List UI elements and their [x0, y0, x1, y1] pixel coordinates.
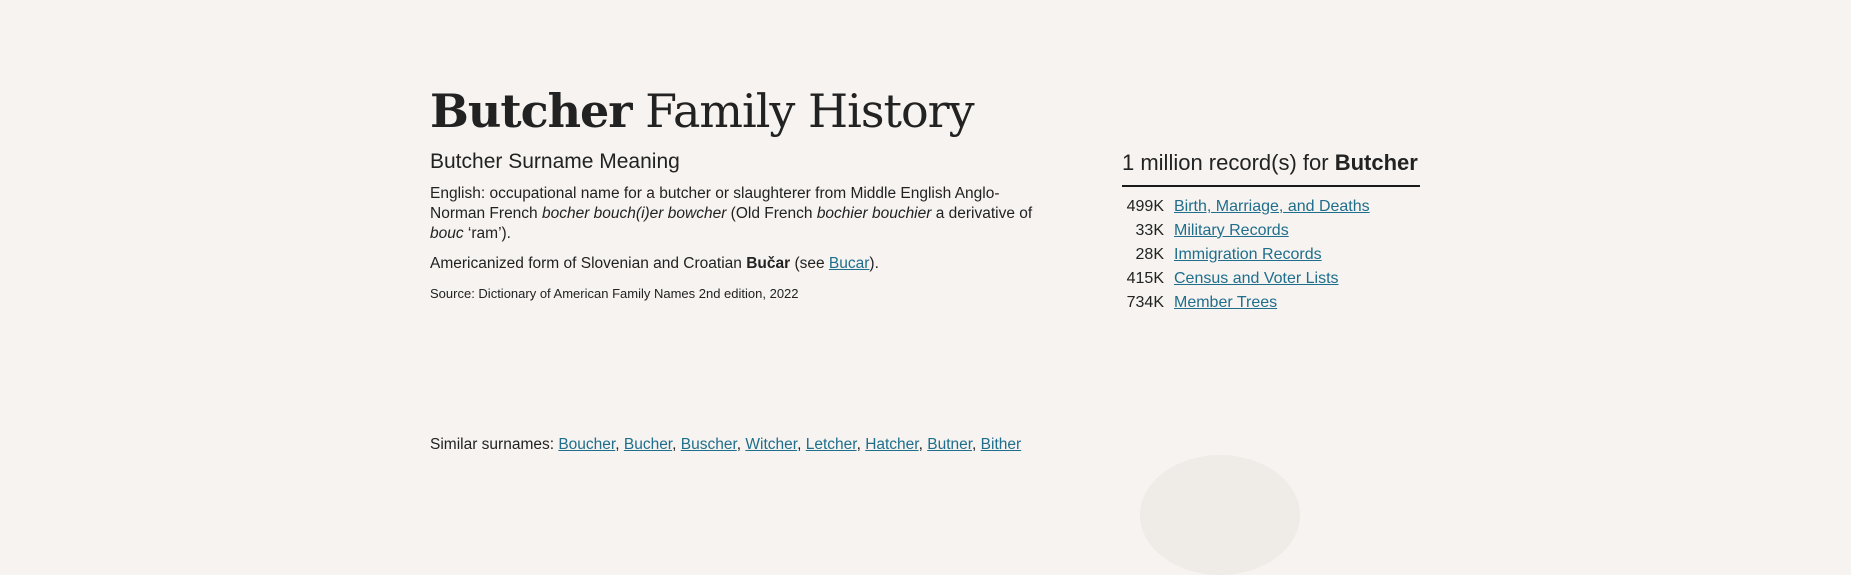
record-count: 33K	[1135, 222, 1164, 239]
title-surname: Butcher	[430, 84, 632, 138]
record-link[interactable]: Birth, Marriage, and Deaths	[1174, 198, 1370, 215]
americanized-paragraph	[430, 254, 1050, 274]
bucar-link[interactable]: Bucar	[828, 255, 870, 272]
text: Butcher	[1334, 150, 1418, 175]
record-link[interactable]: Military Records	[1174, 222, 1289, 239]
text: ‘ram’).	[463, 225, 511, 242]
text: bocher bouch(i)er bowcher	[541, 205, 727, 222]
record-item	[1122, 267, 1420, 291]
similar-label: Similar surnames:	[430, 436, 559, 453]
record-count: 499K	[1126, 198, 1164, 215]
record-link[interactable]: Census and Voter Lists	[1174, 270, 1339, 287]
text: Americanized form of Slovenian and Croatian	[430, 255, 747, 272]
record-count: 734K	[1126, 294, 1164, 311]
record-item	[1122, 291, 1420, 315]
decorative-shape	[1140, 455, 1300, 575]
meaning-heading: Butcher Surname Meaning	[430, 150, 680, 173]
text: (see	[790, 255, 829, 272]
text: a derivative of	[931, 205, 1033, 222]
records-panel	[1122, 150, 1420, 315]
text: Bučar	[746, 255, 791, 272]
text: ).	[869, 255, 879, 272]
similar-surnames: Similar surnames: Boucher, Bucher, Buscher, Witcher, Letcher, Hatcher, Butner, Bither	[430, 436, 1022, 453]
surname-meaning-section	[430, 150, 1050, 314]
text: bochier bouchier	[816, 205, 932, 222]
source-citation: Source: Dictionary of American Family Names 2nd edition, 2022	[430, 286, 799, 301]
text: English: occupational name for a butcher or slaughterer from Middle English Anglo-Norman French	[430, 185, 1000, 222]
record-item	[1122, 195, 1420, 219]
similar-surname-link[interactable]: Boucher	[558, 436, 616, 453]
title-rest: Family History	[631, 84, 974, 138]
record-item	[1122, 243, 1420, 267]
similar-surname-link[interactable]: Witcher	[745, 436, 798, 453]
page-title	[430, 84, 974, 138]
similar-surname-link[interactable]: Butner	[927, 436, 973, 453]
meaning-paragraph	[430, 184, 1050, 244]
record-item	[1122, 219, 1420, 243]
similar-surname-link[interactable]: Bucher	[623, 436, 673, 453]
similar-surname-link[interactable]: Buscher	[680, 436, 737, 453]
record-count: 28K	[1135, 246, 1164, 263]
record-link[interactable]: Immigration Records	[1174, 246, 1322, 263]
similar-surname-link[interactable]: Hatcher	[865, 436, 919, 453]
text: (Old French	[726, 205, 817, 222]
records-heading	[1122, 150, 1420, 187]
record-count: 415K	[1126, 270, 1164, 287]
records-list	[1122, 195, 1420, 315]
similar-surname-link[interactable]: Letcher	[805, 436, 857, 453]
record-link[interactable]: Member Trees	[1174, 294, 1278, 311]
text: bouc	[430, 225, 464, 242]
similar-surname-link[interactable]: Bither	[980, 436, 1022, 453]
text: 1 million record(s) for	[1122, 150, 1335, 175]
